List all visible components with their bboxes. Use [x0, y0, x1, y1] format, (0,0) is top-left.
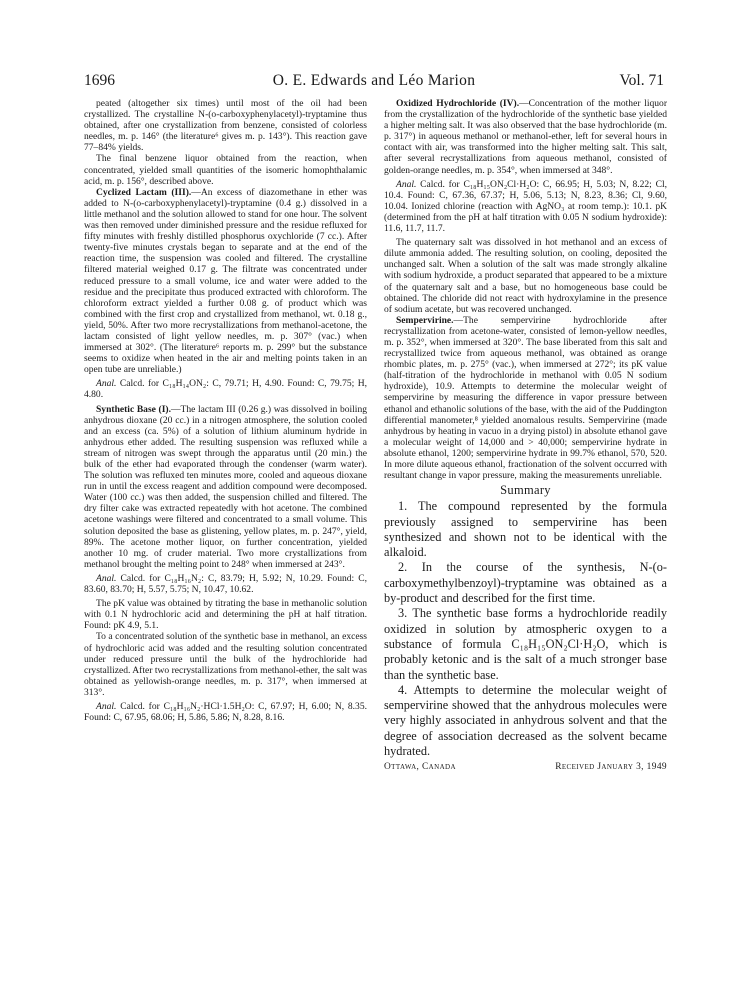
body-paragraph — [384, 98, 667, 176]
analysis-prefix: Anal. — [396, 178, 417, 190]
body-paragraph — [84, 598, 367, 631]
right-column — [384, 98, 667, 773]
body-paragraph — [384, 237, 667, 315]
paragraph-text: —The sempervirine hydrochloride after recrystallization from acetone-water, consisted of lemon-yellow needles, m. p. 352°, when immersed at 320°. The base liberated from this salt and recrystallized twice from aqueous methanol, was obtained as orange rhombic plates, m. p. 275° (vac.), when immersed at 272°; its pK value (half-titration of the hydrochloride in methanol with 0.05 N sodium hydroxide), 10.9. Attempts to determine the molecular weight of sempervirine by measuring the difference in vapor pressure between ethanol and ethanolic solutions of the base, with the aid of the Puddington differential manometer,⁸ yielded anomalous results. Sempervirine (made anhydrous by heating in vacuo in a drying pistol) in absolute ethanol gave a molecular weight of 14,000 and > 40,000; sempervirine hydrate in absolute ethanol, 1200; sempervirine hydrate in 99.7% ethanol, 570, 520. In more dilute aqueous ethanol, fractionation of the solvent occurred with resultant change in vapor pressure, making the measurements unreliable. — [384, 314, 667, 482]
body-paragraph — [84, 631, 367, 698]
summary-item: 4. Attempts to determine the molecular weight of sempervirine showed that the anhydrous molecules were very highly associated in anhydrous solvent and that the degree of association decreased as the solvent became hydrated. — [384, 682, 667, 759]
signature-line — [384, 762, 667, 773]
body-paragraph — [84, 98, 367, 153]
section-lead: Cyclized Lactam (III). — [96, 186, 192, 198]
right-column-body — [384, 98, 667, 481]
signature-location: Ottawa, Canada — [384, 762, 456, 773]
paragraph-text: —An excess of diazomethane in ether was added to N-(o-carboxyphenylacetyl)-tryptamine (0.4 g.) dissolved in a little methanol and the solution allowed to stand for one hour. The solvent was then removed under diminished pressure and the residue refluxed for fifty minutes with freshly distilled phosphorus oxychloride (7 cc.). After twenty-five minutes crystals began to separate and at the end of the reaction time, the suspension was cooled and filtered. The crystalline filtered material weighed 0.17 g. The filtrate was concentrated under reduced pressure to a small volume, ice and water were added to the residue and the precipitate thus produced extracted with chloroform. The chloroform extract yielded a further 0.08 g. of product which was combined with the first crop and crystallized from methanol, wt. 0.18 g., yield, 50%. After two more recrystallizations from methanol-acetone, the lactam consisted of light yellow needles, m. p. 307° (vac.) when immersed at 302°. (The literature⁶ reports m. p. 299° but the substance seems to oxidize when heated in the air and melting points taken in an open tube are unreliable.) — [84, 186, 367, 376]
summary-item: 2. In the course of the synthesis, N-(o-carboxymethylbenzoyl)-tryptamine was obtained as a by-product and described for the first time. — [384, 560, 667, 606]
paragraph-text: peated (altogether six times) until most of the oil had been crystallized. The crystalline N-(o-carboxyphenylacetyl)-tryptamine thus obtained, after one crystallization from benzene, consisted of colorless needles, m. p. 146° (the literature⁶ gives m. p. 143°). This reaction gave 77–84% yields. — [84, 98, 367, 154]
running-header — [84, 72, 664, 94]
summary-list — [384, 499, 667, 759]
analysis-prefix: Anal. — [96, 572, 117, 584]
page-number: 1696 — [84, 72, 115, 89]
paragraph-text: The pK value was obtained by titrating the base in methanolic solution with 0.1 N hydrochloric acid and determining the pH at half titration. Found: pK 4.9, 5.1. — [84, 598, 367, 632]
paragraph-text: Calcd. for C₁₈H₁₅ON₂Cl·H₂O: C, 66.95; H, 5.03; N, 8.22; Cl, 10.4. Found: C, 67.36, 67.37; H, 5.06, 5.13; N, 8.23, 8.36; Cl, 9.60, 10.04. Ionized chlorine (reaction with AgNO₃ at room temp.): 10.1. pK (determined from the pH at half titration with 0.05 N sodium hydroxide): 11.6, 11.7, 11.7. — [384, 178, 667, 235]
received-date: Received January 3, 1949 — [555, 762, 667, 773]
body-paragraph — [84, 153, 367, 186]
analysis-paragraph — [384, 179, 667, 234]
paragraph-text: —Concentration of the mother liquor from the crystallization of the hydrochloride of the synthetic base yielded a higher melting salt. It was also observed that the base hydrochloride (m. p. 317°) in aqueous methanol or methanol-ether, left for several hours in contact with air, was transformed into the higher melting salt. This salt, after several recrystallizations from aqueous methanol, consisted of golden-orange needles, m. p. 354°, when immersed at 348°. — [384, 98, 667, 176]
paragraph-text: Calcd. for C₁₈H₁₄ON₂: C, 79.71; H, 4.90. Found: C, 79.75; H, 4.80. — [84, 378, 367, 401]
paragraph-text: The final benzene liquor obtained from the reaction, when concentrated, yielded small quantities of the isomeric homophthalamic acid, m. p. 156°, described above. — [84, 153, 367, 187]
paragraph-text: To a concentrated solution of the synthetic base in methanol, an excess of hydrochloric acid was added and the resulting solution concentrated under reduced pressure until the bulk of the hydrochloride had crystallized. After two recrystallizations from methanol-ether, the salt was obtained as yellowish-orange needles, m. p. 317°, when immersed at 313°. — [84, 631, 367, 698]
analysis-prefix: Anal. — [96, 700, 117, 712]
section-lead: Oxidized Hydrochloride (IV). — [396, 98, 520, 109]
running-head-authors: O. E. Edwards and Léo Marion — [272, 72, 476, 89]
paragraph-text: Calcd. for C₁₈H₁₆N₂: C, 83.79; H, 5.92; N, 10.29. Found: C, 83.60, 83.70; H, 5.57, 5.75; N, 10.47, 10.62. — [84, 572, 367, 596]
body-paragraph — [84, 187, 367, 376]
analysis-prefix: Anal. — [96, 378, 117, 390]
section-lead: Sempervirine. — [396, 314, 454, 326]
body-paragraph — [384, 315, 667, 481]
paragraph-text: Calcd. for C₁₈H₁₆N₂·HCl·1.5H₂O: C, 67.97; H, 6.00; N, 8.35. Found: C, 67.95, 68.06; H, 5.86, 5.86; N, 8.28, 8.16. — [84, 700, 367, 724]
volume-label: Vol. 71 — [619, 72, 664, 89]
section-lead: Synthetic Base (I). — [96, 403, 171, 415]
paragraph-text: The quaternary salt was dissolved in hot methanol and an excess of dilute ammonia added. The resulting solution, on cooling, deposited the unchanged salt. When a solution of the salt was made strongly alkaline with sodium hydroxide, a product separated that appeared to be a mixture of the quaternary salt and a base, but no homogeneous base could be obtained. The chloride did not react with hydroxylamine in the presence of sodium acetate, but was recovered unchanged. — [384, 237, 667, 315]
summary-heading: Summary — [500, 483, 551, 498]
paragraph-text: —The lactam III (0.26 g.) was dissolved in boiling anhydrous dioxane (20 cc.) in a nitrogen atmosphere, the solution cooled and an excess (ca. 5%) of a solution of lithium aluminum hydride in anhydrous ether added. The resulting suspension was refluxed while a stream of nitrogen was swept through the apparatus until (20 min.) the bulk of the ether had evaporated through the condenser (warm water). The solution was refluxed ten minutes more, cooled and aqueous dioxane run in until the excess reagent and addition compound were decomposed. Water (100 cc.) was then added, the suspension chilled and filtered. The dry filter cake was extracted repeatedly with hot acetone. The combined acetone washings were filtered and concentrated to a small volume. This solution deposited the base as glistening, yellow plates, m. p. 247°, yield, 89%. The acetone mother liquor, on further concentration, yielded another 10 mg. of cruder material. Two more crystallizations from methanol brought the melting point to 248° when immersed at 243°. — [84, 403, 367, 570]
summary-item: 3. The synthetic base forms a hydrochloride readily oxidized in solution by atmospheric oxygen to a substance of formula C₁₈H₁₅ON₂Cl·H₂O, which is probably ketonic and is the salt of a much stronger base than the synthetic base. — [384, 606, 667, 682]
analysis-paragraph — [84, 378, 367, 400]
summary-item: 1. The compound represented by the formula previously assigned to sempervirine has been synthesized and shown not to be identical with the alkaloid. — [384, 499, 667, 560]
analysis-paragraph — [84, 701, 367, 723]
analysis-paragraph — [84, 573, 367, 595]
body-paragraph — [84, 404, 367, 570]
left-column — [84, 98, 367, 726]
